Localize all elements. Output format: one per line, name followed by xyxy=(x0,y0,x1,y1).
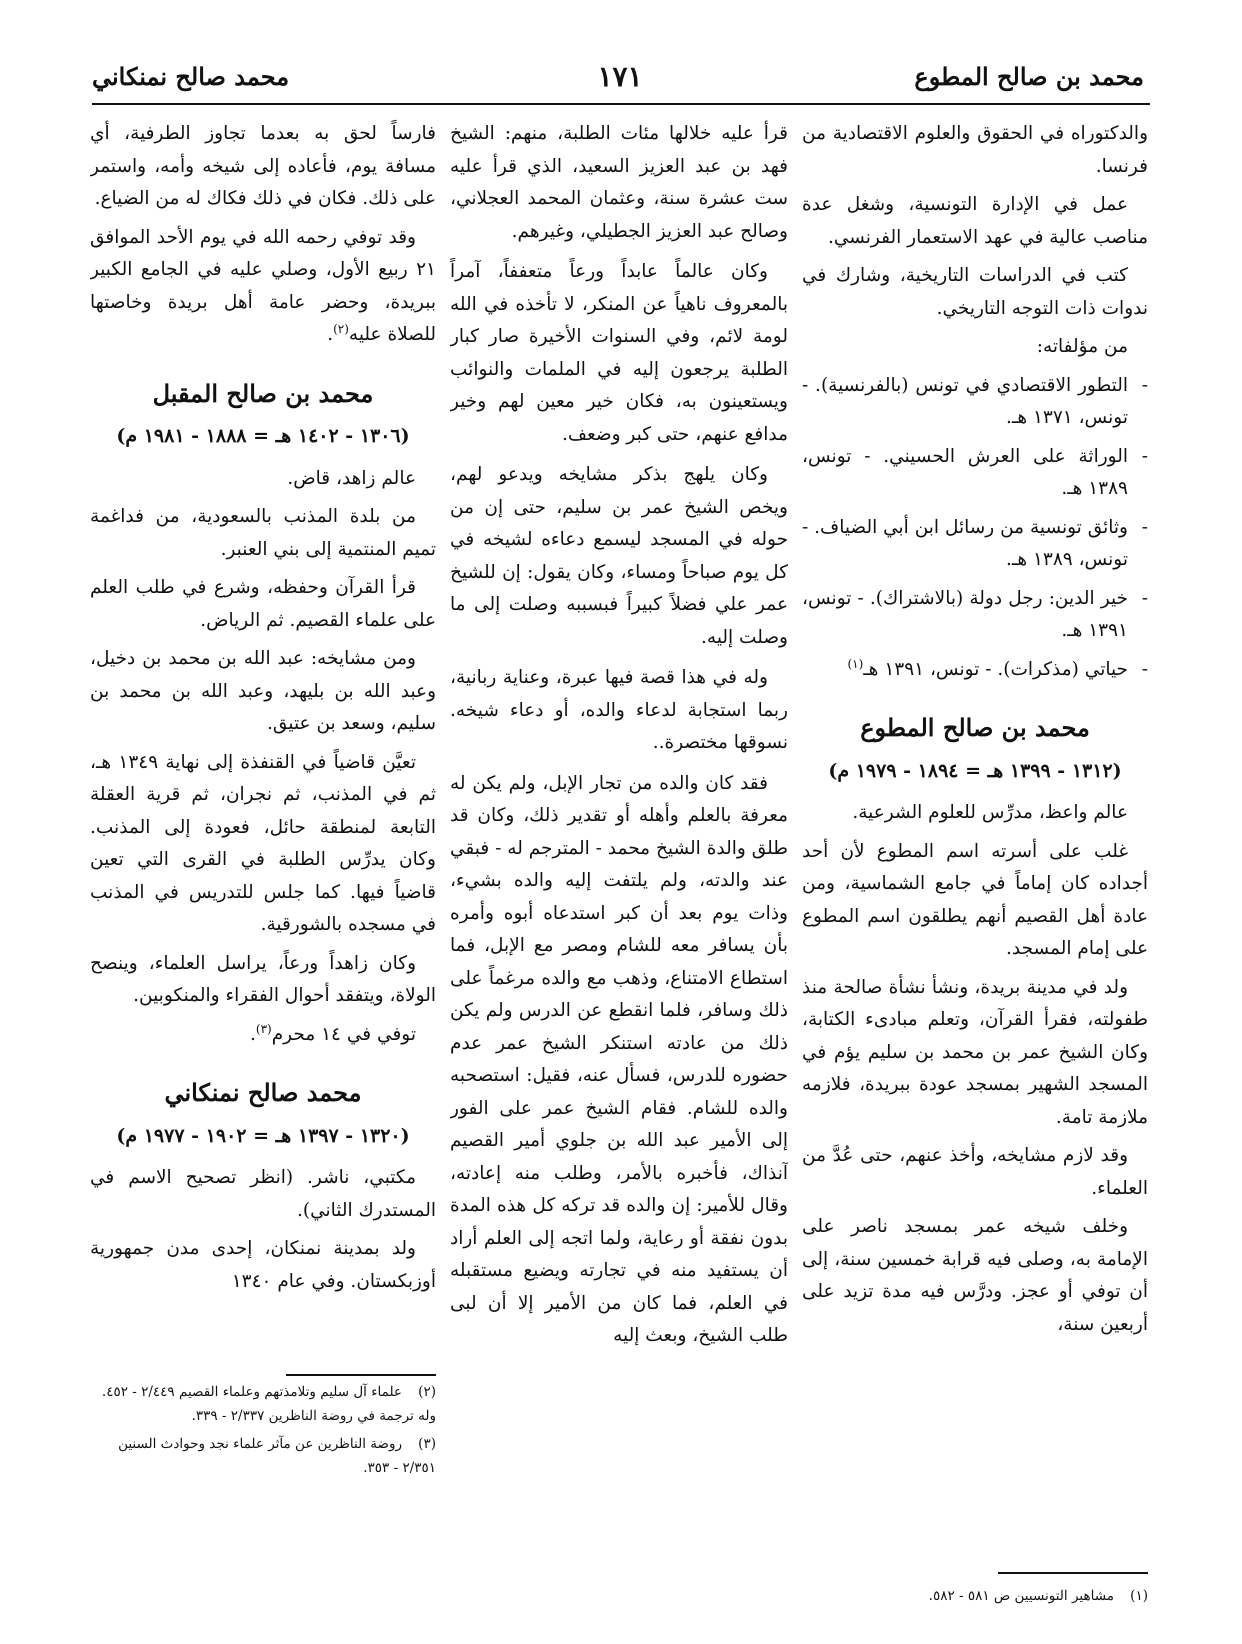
footnote-marker: (٣) xyxy=(255,1021,272,1036)
paragraph: تعيَّن قاضياً في القنفذة إلى نهاية ١٣٤٩ هـ، ثم في المذنب، ثم نجران، ثم قرية العقلة التابعة لمنطقة حائل، فعودة إلى المذنب. وكان يدرِّس الطلبة في القرى التي تعين قاضياً فيها. كما جلس للتدريس في المذنب في مسجده بالشورقية. xyxy=(90,751,436,935)
works-list xyxy=(802,370,1148,687)
list-item: - التطور الاقتصادي في تونس (بالفرنسية). - تونس، ١٣٧١ هـ. xyxy=(802,370,1148,435)
paragraph: وقد لازم مشايخه، وأخذ عنهم، حتى عُدَّ من العلماء. xyxy=(802,1145,1148,1199)
footnote-rule xyxy=(286,1374,436,1376)
paragraph: ولد بمدينة نمنكان، إحدى مدن جمهورية أوزبكستان. وفي عام ١٣٤٠ xyxy=(90,1238,436,1292)
footnote-rule xyxy=(998,1572,1148,1574)
paragraph: غلب على أسرته اسم المطوع لأن أحد أجداده كان إماماً في جامع الشماسية، ومن عادة أهل القصيم أنهم يطلقون اسم المطوع على إمام المسجد. xyxy=(802,840,1148,959)
column-right xyxy=(802,118,1148,1568)
paragraph: توفي في ١٤ محرم$^{(٣)}$. xyxy=(250,1021,416,1045)
paragraph: من بلدة المذنب بالسعودية، من فداغمة تميم المنتمية إلى بني العنبر. xyxy=(90,506,436,560)
running-head-right: محمد بن صالح المطوع xyxy=(914,62,1144,91)
paragraph: وقد توفي رحمه الله في يوم الأحد الموافق ٢١ ربيع الأول، وصلي عليه في الجامع الكبير ببريدة، وحضر عامة أهل بريدة وخاصتها للصلاة عليه$^{(٢)}$. xyxy=(90,226,436,345)
footnote-number: (٢) xyxy=(418,1384,436,1400)
paragraph: عمل في الإدارة التونسية، وشغل عدة مناصب عالية في عهد الاستعمار الفرنسي. xyxy=(802,194,1148,248)
paragraph: فقد كان والده من تجار الإبل، ولم يكن له معرفة بالعلم وأهله أو تقدير ذلك، وكان قد طلق والدة الشيخ محمد - المترجم له - فبقي عند والدته، ولم يلتفت إليه والده بشيء، وذات يوم بعد أن كبر استدعاه أبوه وأمره بأن يسافر معه للشام ومصر مع الإبل، فما استطاع الامتناع، وذهب مع والده مرغماً على ذلك وسافر، فلما انقطع عن الدرس ولم يكن ذلك من عادته استنكر الشيخ عمر عدم حضوره للدرس، فسأل عنه، فقيل: استصحبه والده للشام. فقام الشيخ عمر على الفور إلى الأمير عبد الله بن جلوي أمير القصيم آنذاك، فأخبره بالأمر، وطلب منه إعادته، وقال للأمير: إن والده قد تركه كل هذه المدة بدون نفقة أو رعاية، ولما اتجه إلى العلم أراد أن يستفيد منه في تجارته ويضيع مستقبله في العلم، فما كان من الأمير إلا أن لبى طلب الشيخ، وبعث إليه xyxy=(450,772,788,1346)
footnote xyxy=(90,1380,436,1428)
paragraph: وخلف شيخه عمر بمسجد ناصر على الإمامة به، وصلى فيه قرابة خمسين سنة، إلى أن توفي أو عجز. ودرَّس فيه مدة تزيد على أربعين سنة، xyxy=(802,1216,1148,1335)
column-left xyxy=(90,118,436,1368)
entry-title: محمد بن صالح المطوع xyxy=(860,713,1090,742)
column-middle xyxy=(450,118,788,1638)
paragraph: مكتبي، ناشر. (انظر تصحيح الاسم في المستدرك الثاني). xyxy=(90,1167,436,1221)
footnote-marker: (٢) xyxy=(333,321,349,336)
paragraph: والدكتوراه في الحقوق والعلوم الاقتصادية من فرنسا. xyxy=(802,123,1148,177)
paragraph: ومن مشايخه: عبد الله بن محمد بن دخيل، وعبد الله بن بليهد، وعبد الله بن محمد بن سليم، وسعد بن عتيق. xyxy=(90,648,436,734)
running-head-left: محمد صالح نمنكاني xyxy=(92,62,290,91)
paragraph: قرأ عليه خلالها مئات الطلبة، منهم: الشيخ فهد بن عبد العزيز السعيد، الذي قرأ عليه ست عشرة سنة، وعثمان المحمد العجلاني، وصالح عبد العزيز الجطيلي، وغيرهم. xyxy=(450,123,788,242)
entry-title: محمد صالح نمنكاني xyxy=(164,1078,362,1107)
page-number: ١٧١ xyxy=(597,60,643,93)
paragraph: فارساً لحق به بعدما تجاوز الطرفية، أي مسافة يوم، فأعاده إلى شيخه وأمه، واستمر على ذلك. فكان في ذلك فكاك له من الضياع. xyxy=(90,123,436,209)
footnote-number: (٣) xyxy=(418,1436,436,1452)
footnotes xyxy=(90,1380,436,1484)
header-rule xyxy=(92,103,1150,105)
footnote-text: روضة الناظرين عن مآثر علماء نجد وحوادث السنين ٢/٣٥١ - ٣٥٣. xyxy=(118,1436,436,1476)
footnote-text: مشاهير التونسيين ص ٥٨١ - ٥٨٢. xyxy=(928,1588,1114,1604)
paragraph: عالم واعظ، مدرِّس للعلوم الشرعية. xyxy=(852,802,1128,823)
entry-title: محمد بن صالح المقبل xyxy=(152,378,374,408)
footnote-marker: (١) xyxy=(847,656,864,671)
paragraph: قرأ القرآن وحفظه، وشرع في طلب العلم على علماء القصيم. ثم الرياض. xyxy=(90,577,436,631)
paragraph: وكان يلهج بذكر مشايخه ويدعو لهم، ويخص الشيخ عمر بن سليم، حتى إن من حوله في المسجد ليسمع دعاءه لشيخه في كل يوم صباحاً ومساء، وكان يقول: إن للشيخ عمر علي فضلاً كبيراً فبسببه وصلت إلى ما وصلت إليه. xyxy=(450,464,788,648)
list-item: - الوراثة على العرش الحسيني. - تونس، ١٣٨٩ هـ. xyxy=(802,441,1148,506)
paragraph: وكان زاهداً ورعاً، يراسل العلماء، وينصح الولاة، ويتفقد أحوال الفقراء والمنكوبين. xyxy=(90,952,436,1006)
footnote xyxy=(90,1432,436,1480)
paragraph-text: توفي في ١٤ محرم xyxy=(271,1023,416,1045)
list-item: - وثائق تونسية من رسائل ابن أبي الضياف. - تونس، ١٣٨٩ هـ. xyxy=(802,512,1148,577)
entry-dates: (١٣١٢ - ١٣٩٩ هـ = ١٨٩٤ - ١٩٧٩ م) xyxy=(828,759,1122,782)
paragraph: عالم زاهد، قاض. xyxy=(287,467,416,489)
paragraph: كتب في الدراسات التاريخية، وشارك في ندوات ذات التوجه التاريخي. xyxy=(802,265,1148,319)
footnote-number: (١) xyxy=(1130,1588,1148,1604)
paragraph-text: وقد توفي رحمه الله في يوم الأحد الموافق ٢١ ربيع الأول، وصلي عليه في الجامع الكبير ببريدة، وحضر عامة أهل بريدة وخاصتها للصلاة عليه xyxy=(90,226,436,345)
list-item: - خير الدين: رجل دولة (بالاشتراك). - تونس، ١٣٩١ هـ. xyxy=(802,583,1148,648)
footnote-text: علماء آل سليم وتلامذتهم وعلماء القصيم ٢/٤٤٩ - ٤٥٢. وله ترجمة في روضة الناظرين ٢/٣٣٧ - ٣٣٩. xyxy=(101,1384,436,1424)
list-item-text: حياتي (مذكرات). - تونس، ١٣٩١ هـ xyxy=(863,658,1128,680)
paragraph: وكان عالماً عابداً ورعاً متعففاً، آمراً بالمعروف ناهياً عن المنكر، لا تأخذه في الله لومة لائم، وفي السنوات الأخيرة صار كبار الطلبة يرجعون إليه في الملمات والنوائب ويستعينون به، فكان خير معين لهم وخير مدافع عنهم، حتى كبر وضعف. xyxy=(450,261,788,445)
list-item xyxy=(802,654,1148,687)
works-intro: من مؤلفاته: xyxy=(1036,336,1128,357)
footnote xyxy=(802,1584,1148,1612)
paragraph: ولد في مدينة بريدة، ونشأ نشأة صالحة منذ طفولته، فقرأ القرآن، وتعلم مبادىء الكتابة، وكان الشيخ عمر بن محمد بن سليم يؤم في المسجد الشهير بمسجد عودة ببريدة، فلازمه ملازمة تامة. xyxy=(802,976,1148,1128)
entry-dates: (١٣٠٦ - ١٤٠٢ هـ = ١٨٨٨ - ١٩٨١ م) xyxy=(116,425,410,447)
entry-dates: (١٣٢٠ - ١٣٩٧ هـ = ١٩٠٢ - ١٩٧٧ م) xyxy=(116,1124,410,1147)
paragraph: وله في هذا قصة فيها عبرة، وعناية ربانية، ربما استجابة لدعاء والده، أو دعاء شيخه. نسوقها مختصرة.. xyxy=(450,667,788,753)
